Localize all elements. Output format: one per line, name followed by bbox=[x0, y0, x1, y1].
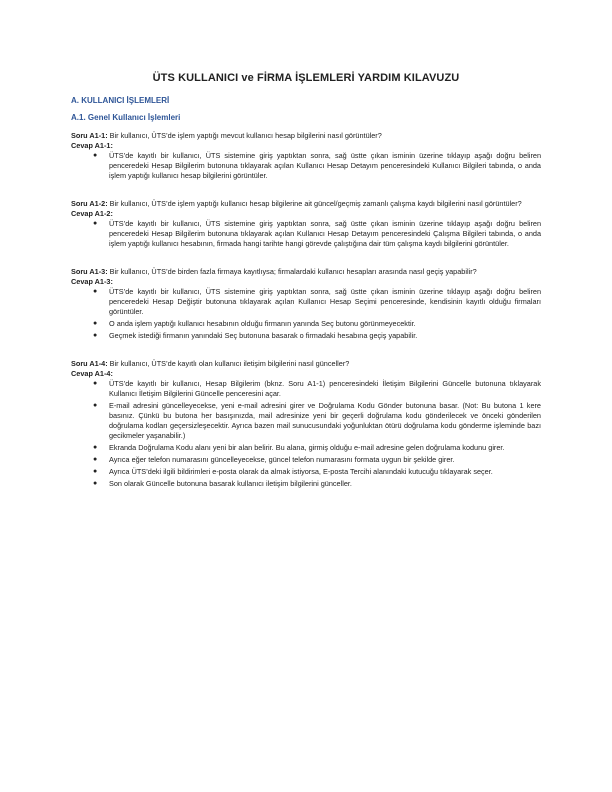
answer-label: Cevap A1-1: bbox=[71, 141, 113, 150]
list-item bbox=[93, 467, 541, 477]
answer-list bbox=[71, 219, 541, 249]
question-label: Soru A1-3: bbox=[71, 267, 108, 276]
list-item bbox=[93, 479, 541, 489]
qa-block bbox=[71, 359, 541, 489]
list-item-text: ÜTS’de kayıtlı bir kullanıcı, ÜTS sistemine giriş yaptıktan sonra, sağ üstte çıkan isminin üzerine tıklayıp aşağı doğru beliren penceredeki Hesap Değiştir butonuna tıklayarak açılan Kullanıcı Hesap Seçimi penceresinde, kendisinin kayıtlı olduğu firmaları görüntüler. bbox=[109, 287, 541, 316]
list-item-text: E-mail adresini güncelleyecekse, yeni e-mail adresini girer ve Doğrulama Kodu Gönder butonuna basar. (Not: Bu butona 1 kere basınız. Çünkü bu butona her basışınızda, mail adresinize yeni bir geçerli doğrulama kodu gönderilecek ve önceki gönderilen doğrulama kodları geçersizleşecektir. Ayrıca bazen mail sunucusundaki yoğunluktan ötürü doğrulama kodu gönderme işleminde bazı gecikmeler yaşanabilir.) bbox=[109, 401, 541, 440]
answer-list bbox=[71, 379, 541, 489]
question bbox=[71, 359, 541, 369]
question-text: Bir kullanıcı, ÜTS’de birden fazla firmaya kayıtlıysa; firmalardaki kullanıcı hesapları arasında nasıl geçiş yapabilir? bbox=[107, 267, 477, 276]
question-label: Soru A1-1: bbox=[71, 131, 108, 140]
qa-block bbox=[71, 199, 541, 249]
bullet-icon: ● bbox=[93, 152, 98, 159]
answer-label: Cevap A1-4: bbox=[71, 369, 113, 378]
bullet-icon: ● bbox=[93, 380, 98, 387]
list-item bbox=[93, 331, 541, 341]
list-item-text: Ayrıca eğer telefon numarasını güncelleyecekse, güncel telefon numarasını formata uygun bir şekilde girer. bbox=[109, 455, 455, 464]
question-text: Bir kullanıcı, ÜTS’de kayıtlı olan kullanıcı iletişim bilgilerini nasıl günceller? bbox=[107, 359, 350, 368]
qa-block bbox=[71, 267, 541, 341]
answer-list bbox=[71, 287, 541, 341]
list-item bbox=[93, 379, 541, 399]
question bbox=[71, 199, 541, 209]
question bbox=[71, 267, 541, 277]
bullet-icon: ● bbox=[93, 220, 98, 227]
list-item-text: Ayrıca ÜTS’deki ilgili bildirimleri e-posta olarak da almak istiyorsa, E-posta Tercihi alanındaki kutucuğu tıklayarak seçer. bbox=[109, 467, 493, 476]
qa-content bbox=[71, 131, 541, 507]
bullet-icon: ● bbox=[93, 468, 98, 475]
list-item bbox=[93, 443, 541, 453]
question-label: Soru A1-2: bbox=[71, 199, 108, 208]
list-item-text: ÜTS’de kayıtlı bir kullanıcı, Hesap Bilgilerim (bknz. Soru A1-1) penceresindeki İletişim Bilgilerini Güncelle butonuna tıklayarak Kullanıcı İletişim Bilgilerini Güncelle penceresini açar. bbox=[109, 379, 541, 398]
list-item-text: Geçmek istediği firmanın yanındaki Seç butonuna basarak o firmadaki hesabına geçiş yapabilir. bbox=[109, 331, 418, 340]
answer-list bbox=[71, 151, 541, 181]
list-item bbox=[93, 455, 541, 465]
list-item-text: ÜTS’de kayıtlı bir kullanıcı, ÜTS sistemine giriş yaptıktan sonra, sağ üstte çıkan isminin üzerine tıklayıp aşağı doğru beliren penceredeki Hesap Bilgilerim butonuna tıklayarak açılan Kullanıcı Hesap Detayım penceresindeki Kullanıcı Bilgileri tabında, o anda işlem yaptığı kullanıcı hesap bilgilerini görüntüler. bbox=[109, 151, 541, 180]
list-item bbox=[93, 287, 541, 317]
question-label: Soru A1-4: bbox=[71, 359, 108, 368]
bullet-icon: ● bbox=[93, 288, 98, 295]
section-heading: A. KULLANICI İŞLEMLERİ bbox=[71, 96, 170, 105]
bullet-icon: ● bbox=[93, 320, 98, 327]
list-item-text: Ekranda Doğrulama Kodu alanı yeni bir alan belirir. Bu alana, girmiş olduğu e-mail adresine gelen doğrulama kodunu girer. bbox=[109, 443, 505, 452]
bullet-icon: ● bbox=[93, 480, 98, 487]
answer-label: Cevap A1-3: bbox=[71, 277, 113, 286]
question bbox=[71, 131, 541, 141]
list-item-text: Son olarak Güncelle butonuna basarak kullanıcı iletişim bilgilerini günceller. bbox=[109, 479, 352, 488]
question-text: Bir kullanıcı, ÜTS’de işlem yaptığı kullanıcı hesap bilgilerine ait güncel/geçmiş zamanlı çalışma kaydı bilgilerini nasıl görüntüler? bbox=[107, 199, 522, 208]
bullet-icon: ● bbox=[93, 444, 98, 451]
list-item-text: ÜTS’de kayıtlı bir kullanıcı, ÜTS sistemine giriş yaptıktan sonra, sağ üstte çıkan isminin üzerine tıklayıp aşağı doğru beliren penceredeki Hesap Bilgilerim butonuna tıklayarak açılan Kullanıcı Hesap Detayım penceresindeki Çalışma Bilgileri tabında, o anda işlem yaptığı kullanıcı hesabının, firmada hangi tarihte hangi görevde çalıştığına dair tüm çalışma kaydı bilgilerini görüntüler. bbox=[109, 219, 541, 248]
qa-block bbox=[71, 131, 541, 181]
question-text: Bir kullanıcı, ÜTS’de işlem yaptığı mevcut kullanıcı hesap bilgilerini nasıl görüntüler? bbox=[107, 131, 382, 140]
list-item bbox=[93, 401, 541, 441]
list-item bbox=[93, 219, 541, 249]
bullet-icon: ● bbox=[93, 332, 98, 339]
bullet-icon: ● bbox=[93, 402, 98, 409]
answer-label: Cevap A1-2: bbox=[71, 209, 113, 218]
subsection-heading: A.1. Genel Kullanıcı İşlemleri bbox=[71, 113, 181, 122]
list-item bbox=[93, 319, 541, 329]
document-title: ÜTS KULLANICI ve FİRMA İŞLEMLERİ YARDIM KILAVUZU bbox=[152, 72, 460, 84]
bullet-icon: ● bbox=[93, 456, 98, 463]
list-item bbox=[93, 151, 541, 181]
list-item-text: O anda işlem yaptığı kullanıcı hesabının olduğu firmanın yanında Seç butonu görünmeyecektir. bbox=[109, 319, 416, 328]
